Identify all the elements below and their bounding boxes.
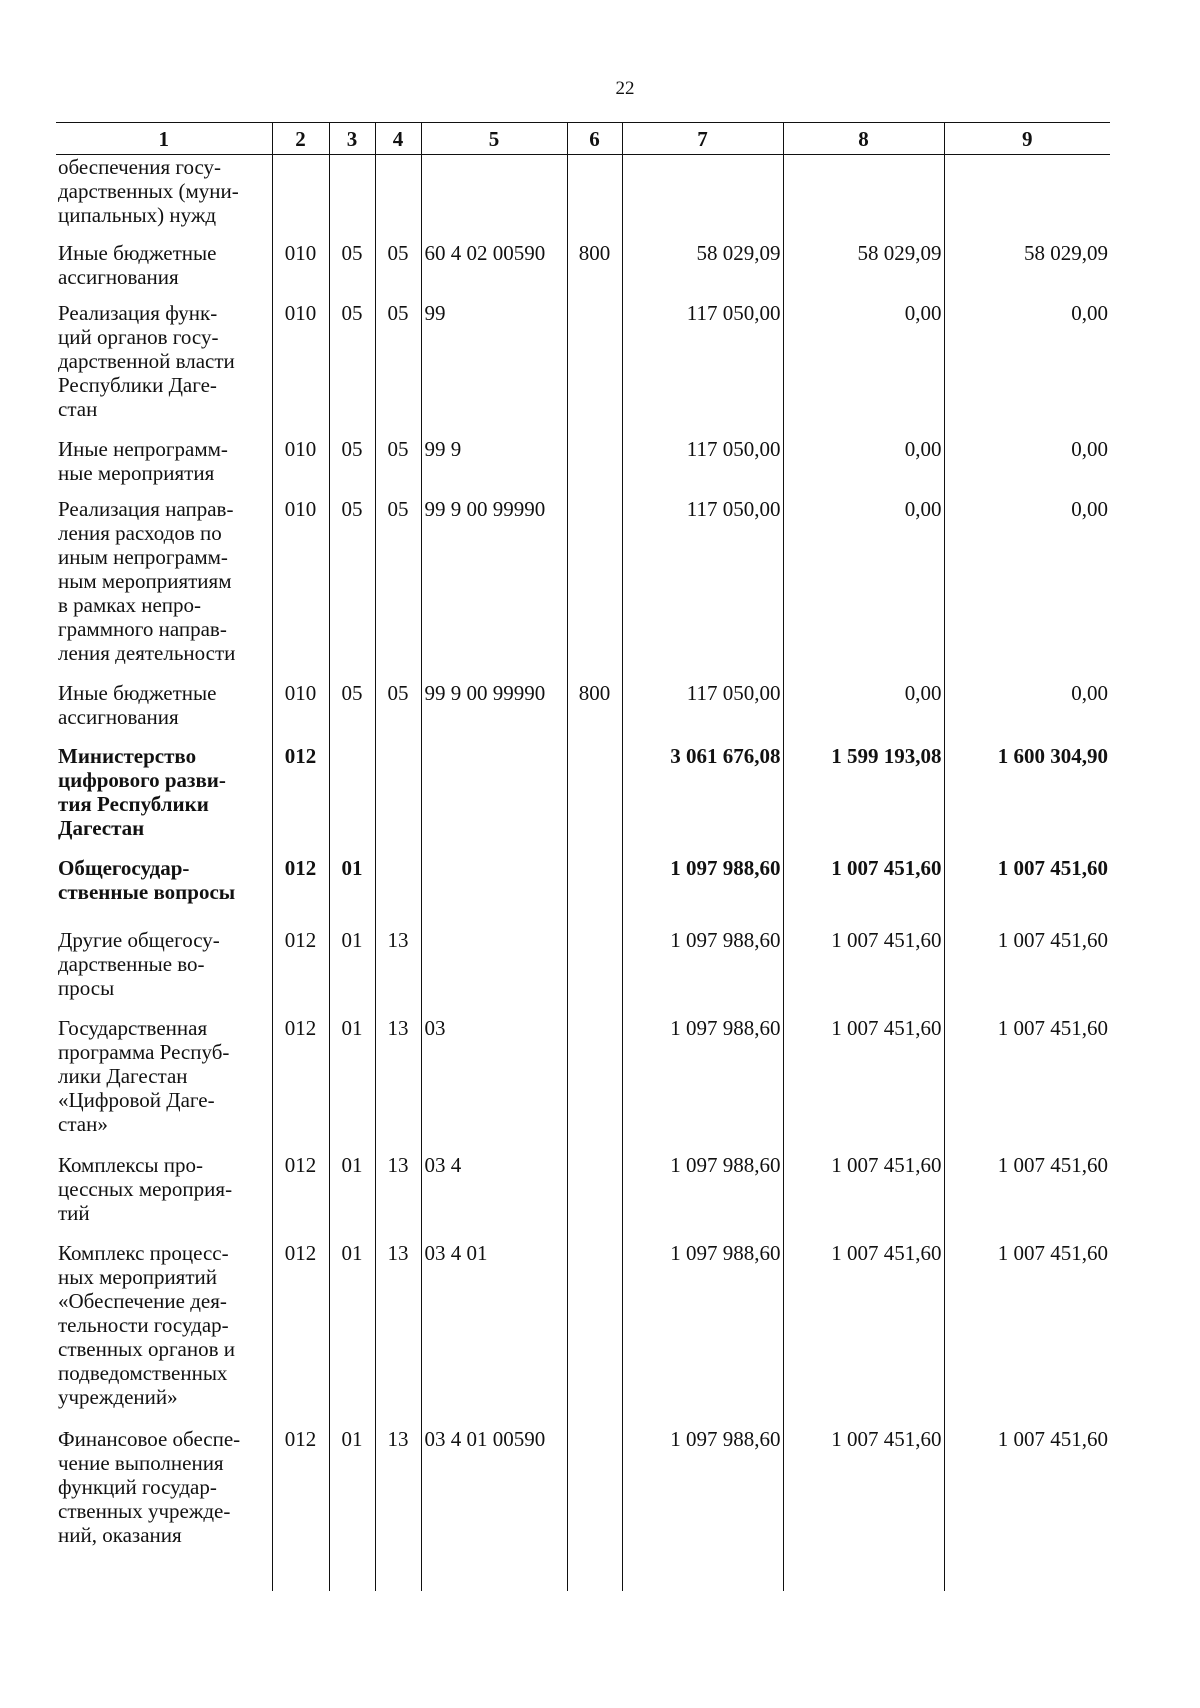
code-expense-type — [567, 497, 622, 681]
code-ministry: 012 — [272, 744, 329, 856]
amount-col7: 1 097 988,60 — [622, 1016, 783, 1153]
column-header: 6 — [567, 123, 622, 155]
code-section: 01 — [329, 1153, 375, 1241]
row-name: Реализация направ- ления расходов по иным непрограмм- ным мероприятиям в рамках непро- граммного направ- ления деятельности — [58, 497, 236, 665]
table-row — [56, 1153, 1110, 1241]
code-target-article — [421, 155, 567, 242]
code-expense-type — [567, 1241, 622, 1427]
filler-cell — [783, 1551, 944, 1591]
table-row — [56, 1016, 1110, 1153]
filler-cell — [944, 1551, 1110, 1591]
amount-col8: 1 007 451,60 — [783, 856, 944, 928]
filler-cell — [272, 1551, 329, 1591]
filler-cell — [622, 1551, 783, 1591]
code-expense-type: 800 — [567, 681, 622, 744]
code-subsection: 05 — [375, 241, 421, 301]
code-section: 01 — [329, 928, 375, 1016]
code-ministry: 012 — [272, 1153, 329, 1241]
page-number: 22 — [615, 78, 635, 99]
code-section: 05 — [329, 437, 375, 497]
amount-col8: 0,00 — [783, 497, 944, 681]
amount-col9: 0,00 — [944, 497, 1110, 681]
table-row — [56, 856, 1110, 928]
code-subsection: 13 — [375, 1427, 421, 1551]
table-row — [56, 744, 1110, 856]
row-name: Министерство цифрового разви- тия Республики Дагестан — [58, 744, 226, 840]
amount-col7: 3 061 676,08 — [622, 744, 783, 856]
amount-col9: 0,00 — [944, 681, 1110, 744]
code-ministry — [272, 155, 329, 242]
code-subsection: 05 — [375, 497, 421, 681]
code-section: 05 — [329, 497, 375, 681]
code-expense-type — [567, 155, 622, 242]
code-section: 01 — [329, 1241, 375, 1427]
code-ministry: 010 — [272, 681, 329, 744]
code-target-article: 99 9 — [421, 437, 567, 497]
code-section: 01 — [329, 856, 375, 928]
code-subsection — [375, 856, 421, 928]
code-expense-type — [567, 1153, 622, 1241]
amount-col8: 0,00 — [783, 681, 944, 744]
row-name: обеспечения госу- дарственных (муни- ципальных) нужд — [58, 155, 239, 227]
amount-col7 — [622, 155, 783, 242]
code-subsection — [375, 155, 421, 242]
amount-col9: 1 007 451,60 — [944, 928, 1110, 1016]
column-header: 5 — [421, 123, 567, 155]
amount-col8: 58 029,09 — [783, 241, 944, 301]
amount-col7: 117 050,00 — [622, 301, 783, 437]
amount-col9: 1 007 451,60 — [944, 1153, 1110, 1241]
amount-col7: 58 029,09 — [622, 241, 783, 301]
amount-col7: 117 050,00 — [622, 497, 783, 681]
budget-table — [56, 122, 1110, 1591]
column-header: 1 — [56, 123, 272, 155]
filler-cell — [56, 1551, 272, 1591]
code-expense-type — [567, 437, 622, 497]
code-target-article: 03 4 01 00590 — [421, 1427, 567, 1551]
code-expense-type — [567, 856, 622, 928]
amount-col7: 117 050,00 — [622, 681, 783, 744]
amount-col9: 1 007 451,60 — [944, 1016, 1110, 1153]
code-subsection: 05 — [375, 301, 421, 437]
code-target-article: 99 9 00 99990 — [421, 681, 567, 744]
table-filler-row — [56, 1551, 1110, 1591]
amount-col8: 1 007 451,60 — [783, 1153, 944, 1241]
row-name: Иные бюджетные ассигнования — [58, 681, 217, 729]
code-section: 05 — [329, 241, 375, 301]
code-ministry: 012 — [272, 928, 329, 1016]
amount-col8: 1 007 451,60 — [783, 1427, 944, 1551]
code-section — [329, 744, 375, 856]
column-header: 8 — [783, 123, 944, 155]
code-expense-type — [567, 1016, 622, 1153]
code-section: 05 — [329, 301, 375, 437]
amount-col9: 1 600 304,90 — [944, 744, 1110, 856]
code-target-article — [421, 744, 567, 856]
amount-col9: 1 007 451,60 — [944, 856, 1110, 928]
row-name: Другие общегосу- дарственные во- просы — [58, 928, 220, 1000]
code-subsection: 13 — [375, 1241, 421, 1427]
code-subsection: 05 — [375, 681, 421, 744]
row-name: Реализация функ- ций органов госу- дарственной власти Республики Даге- стан — [58, 301, 235, 421]
amount-col7: 1 097 988,60 — [622, 856, 783, 928]
code-target-article: 03 — [421, 1016, 567, 1153]
code-expense-type — [567, 928, 622, 1016]
code-ministry: 010 — [272, 437, 329, 497]
column-header: 2 — [272, 123, 329, 155]
code-ministry: 012 — [272, 856, 329, 928]
amount-col7: 1 097 988,60 — [622, 1241, 783, 1427]
filler-cell — [421, 1551, 567, 1591]
budget-table-area — [56, 122, 1110, 1596]
code-section: 01 — [329, 1016, 375, 1153]
filler-cell — [567, 1551, 622, 1591]
column-header: 9 — [944, 123, 1110, 155]
code-ministry: 012 — [272, 1241, 329, 1427]
row-name: Комплекс процесс- ных мероприятий «Обеспечение дея- тельности государ- ственных органов и подведомственных учреждений» — [58, 1241, 236, 1409]
code-ministry: 010 — [272, 241, 329, 301]
amount-col8: 0,00 — [783, 437, 944, 497]
code-section: 01 — [329, 1427, 375, 1551]
amount-col8 — [783, 155, 944, 242]
row-name: Комплексы про- цессных мероприя- тий — [58, 1153, 233, 1225]
amount-col7: 1 097 988,60 — [622, 928, 783, 1016]
amount-col8: 1 007 451,60 — [783, 1016, 944, 1153]
code-target-article: 60 4 02 00590 — [421, 241, 567, 301]
table-row — [56, 241, 1110, 301]
amount-col8: 1 007 451,60 — [783, 1241, 944, 1427]
table-row — [56, 1241, 1110, 1427]
amount-col7: 1 097 988,60 — [622, 1427, 783, 1551]
code-ministry: 010 — [272, 301, 329, 437]
amount-col8: 1 599 193,08 — [783, 744, 944, 856]
amount-col7: 117 050,00 — [622, 437, 783, 497]
code-subsection: 13 — [375, 1153, 421, 1241]
code-expense-type — [567, 744, 622, 856]
code-target-article — [421, 856, 567, 928]
code-subsection — [375, 744, 421, 856]
table-row — [56, 301, 1110, 437]
row-name: Государственная программа Респуб- лики Дагестан «Цифровой Даге- стан» — [58, 1016, 230, 1136]
code-ministry: 012 — [272, 1016, 329, 1153]
row-name: Общегосудар- ственные вопросы — [58, 856, 236, 904]
table-header-row — [56, 123, 1110, 155]
amount-col8: 0,00 — [783, 301, 944, 437]
amount-col9: 58 029,09 — [944, 241, 1110, 301]
code-subsection: 13 — [375, 1016, 421, 1153]
code-target-article: 03 4 01 — [421, 1241, 567, 1427]
code-target-article: 99 — [421, 301, 567, 437]
amount-col9: 1 007 451,60 — [944, 1427, 1110, 1551]
code-target-article — [421, 928, 567, 1016]
column-header: 3 — [329, 123, 375, 155]
amount-col9: 1 007 451,60 — [944, 1241, 1110, 1427]
code-section — [329, 155, 375, 242]
code-expense-type — [567, 1427, 622, 1551]
amount-col9: 0,00 — [944, 301, 1110, 437]
table-row — [56, 1427, 1110, 1551]
table-row — [56, 155, 1110, 242]
table-row — [56, 928, 1110, 1016]
table-row — [56, 437, 1110, 497]
filler-cell — [375, 1551, 421, 1591]
row-name: Иные бюджетные ассигнования — [58, 241, 217, 289]
amount-col7: 1 097 988,60 — [622, 1153, 783, 1241]
filler-cell — [329, 1551, 375, 1591]
amount-col8: 1 007 451,60 — [783, 928, 944, 1016]
amount-col9: 0,00 — [944, 437, 1110, 497]
row-name: Финансовое обеспе- чение выполнения функций государ- ственных учрежде- ний, оказания — [58, 1427, 241, 1547]
row-name: Иные непрограмм- ные мероприятия — [58, 437, 228, 485]
code-subsection: 05 — [375, 437, 421, 497]
code-expense-type: 800 — [567, 241, 622, 301]
code-target-article: 99 9 00 99990 — [421, 497, 567, 681]
table-row — [56, 497, 1110, 681]
code-subsection: 13 — [375, 928, 421, 1016]
amount-col9 — [944, 155, 1110, 242]
column-header: 7 — [622, 123, 783, 155]
code-target-article: 03 4 — [421, 1153, 567, 1241]
code-ministry: 010 — [272, 497, 329, 681]
code-ministry: 012 — [272, 1427, 329, 1551]
column-header: 4 — [375, 123, 421, 155]
code-expense-type — [567, 301, 622, 437]
code-section: 05 — [329, 681, 375, 744]
table-row — [56, 681, 1110, 744]
